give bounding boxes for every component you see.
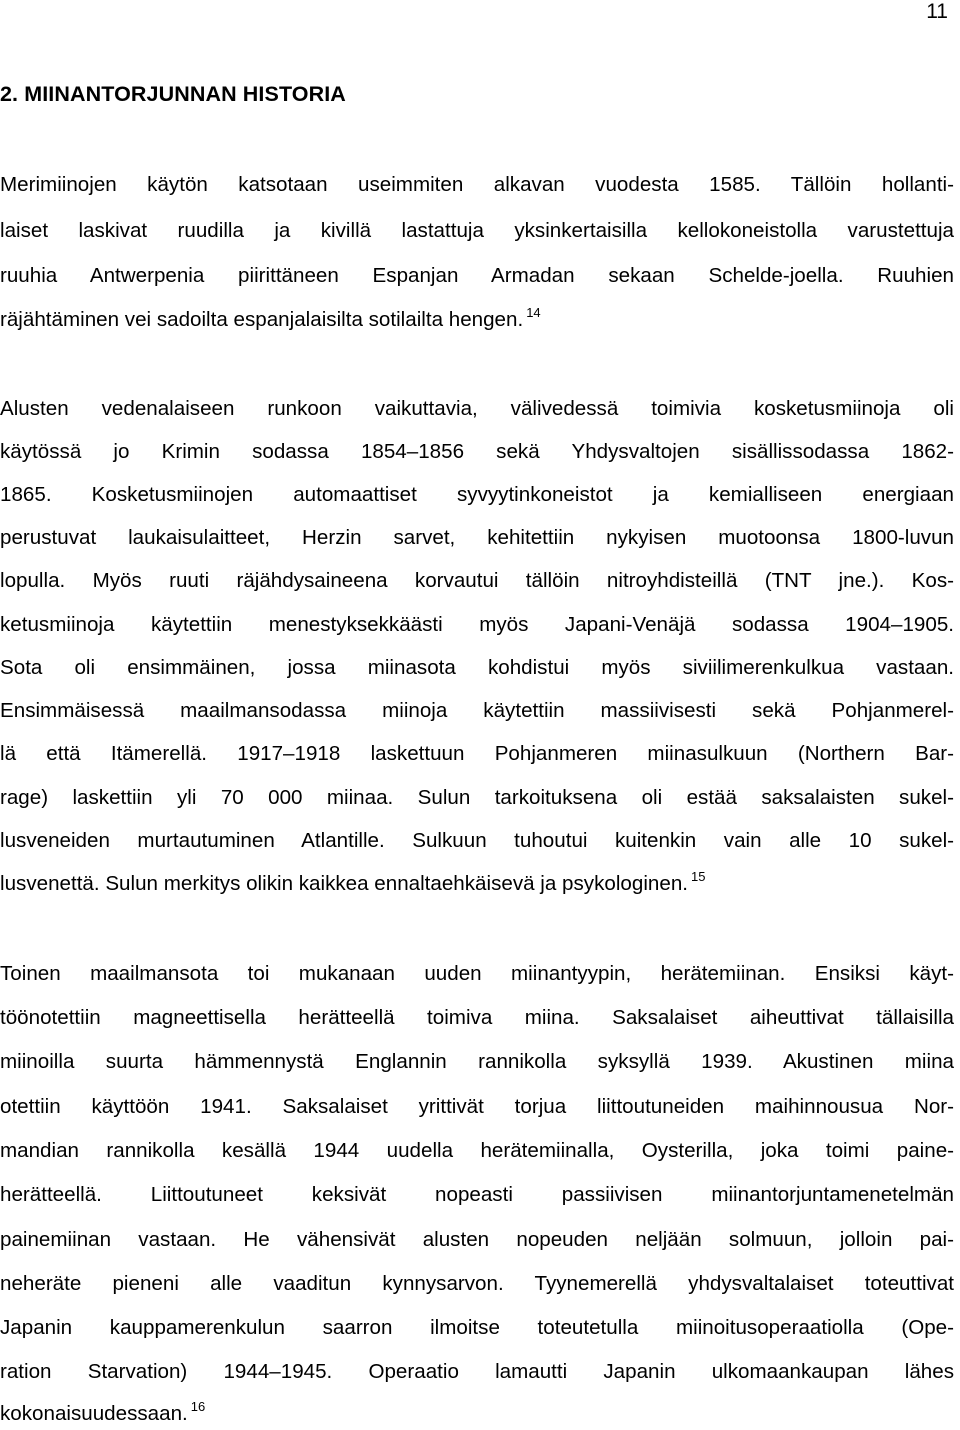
text-line: perustuvat laukaisulaitteet, Herzin sarvet, kehitettiin nykyisen muotoonsa 1800-luvun [0,526,954,549]
text-line: Sota oli ensimmäinen, jossa miinasota kohdistui myös siviilimerenkulkua vastaan. [0,656,954,679]
text-line: lopulla. Myös ruuti räjähdysaineena korvautui tällöin nitroyhdisteillä (TNT jne.). Kos- [0,569,954,592]
text-line: 1865. Kosketusmiinojen automaattiset syvyytinkoneistot ja kemialliseen energiaan [0,483,954,506]
text-line-last [0,306,541,336]
text-line: herätteellä. Liittoutuneet keksivät nopeasti passiivisen miinantorjuntamenetelmän [0,1183,954,1206]
text-line: miinoilla suurta hämmennystä Englannin rannikolla syksyllä 1939. Akustinen miina [0,1050,954,1073]
text-line: neheräte pieneni alle vaaditun kynnysarvon. Tyynemerellä yhdysvaltalaiset toteuttivat [0,1272,954,1295]
text-line: lä että Itämerellä. 1917–1918 laskettuun Pohjanmeren miinasulkuun (Northern Bar- [0,742,954,765]
text-line: laiset laskivat ruudilla ja kivillä lastattuja yksinkertaisilla kellokoneistolla varustettuja [0,219,954,242]
text-line: painemiinan vastaan. He vähensivät alusten nopeuden neljään solmuun, jolloin pai- [0,1228,954,1251]
text-line: Merimiinojen käytön katsotaan useimmiten alkavan vuodesta 1585. Tällöin hollanti- [0,173,954,196]
text-line-content: kokonaisuudessaan. [0,1402,188,1425]
text-line: rage) laskettiin yli 70 000 miinaa. Sulun tarkoituksena oli estää saksalaisten sukel- [0,786,954,809]
text-line: ketusmiinoja käytettiin menestyksekkäästi myös Japani-Venäjä sodassa 1904–1905. [0,613,954,636]
text-line: Japanin kauppamerenkulun saarron ilmoitse toteutetulla miinoitusoperaatiolla (Ope- [0,1316,954,1339]
text-line: Ensimmäisessä maailmansodassa miinoja käytettiin massiivisesti sekä Pohjanmerel- [0,699,954,722]
text-line-last [0,1400,205,1430]
text-line: Toinen maailmansota toi mukanaan uuden miinantyypin, herätemiinan. Ensiksi käyt- [0,962,954,985]
text-line-content: lusvenettä. Sulun merkitys olikin kaikkea ennaltaehkäisevä ja psykologinen. [0,872,688,895]
footnote-ref[interactable]: 15 [691,869,706,884]
text-line-content: räjähtäminen vei sadoilta espanjalaisilta sotilailta hengen. [0,308,524,331]
text-line: töönotettiin magneettisella herätteellä toimiva miina. Saksalaiset aiheuttivat tällaisilla [0,1006,954,1029]
footnote-ref[interactable]: 14 [526,305,541,320]
text-line-last [0,870,705,900]
text-line: käytössä jo Krimin sodassa 1854–1856 sekä Yhdysvaltojen sisällissodassa 1862- [0,440,954,463]
text-line: lusveneiden murtautuminen Atlantille. Sulkuun tuhoutui kuitenkin vain alle 10 sukel- [0,829,954,852]
footnote-ref[interactable]: 16 [190,1399,206,1414]
text-line: mandian rannikolla kesällä 1944 uudella herätemiinalla, Oysterilla, joka toimi paine- [0,1139,954,1162]
text-line: ration Starvation) 1944–1945. Operaatio lamautti Japanin ulkomaankaupan lähes [0,1360,954,1383]
text-line: otettiin käyttöön 1941. Saksalaiset yrittivät torjua liittoutuneiden maihinnousua Nor- [0,1095,954,1118]
page-number: 11 [926,0,948,23]
text-line: ruuhia Antwerpenia piirittäneen Espanjan Armadan sekaan Schelde-joella. Ruuhien [0,264,954,287]
section-heading: 2. MIINANTORJUNNAN HISTORIA [0,82,346,106]
text-line: Alusten vedenalaiseen runkoon vaikuttavia, välivedessä toimivia kosketusmiinoja oli [0,397,954,420]
